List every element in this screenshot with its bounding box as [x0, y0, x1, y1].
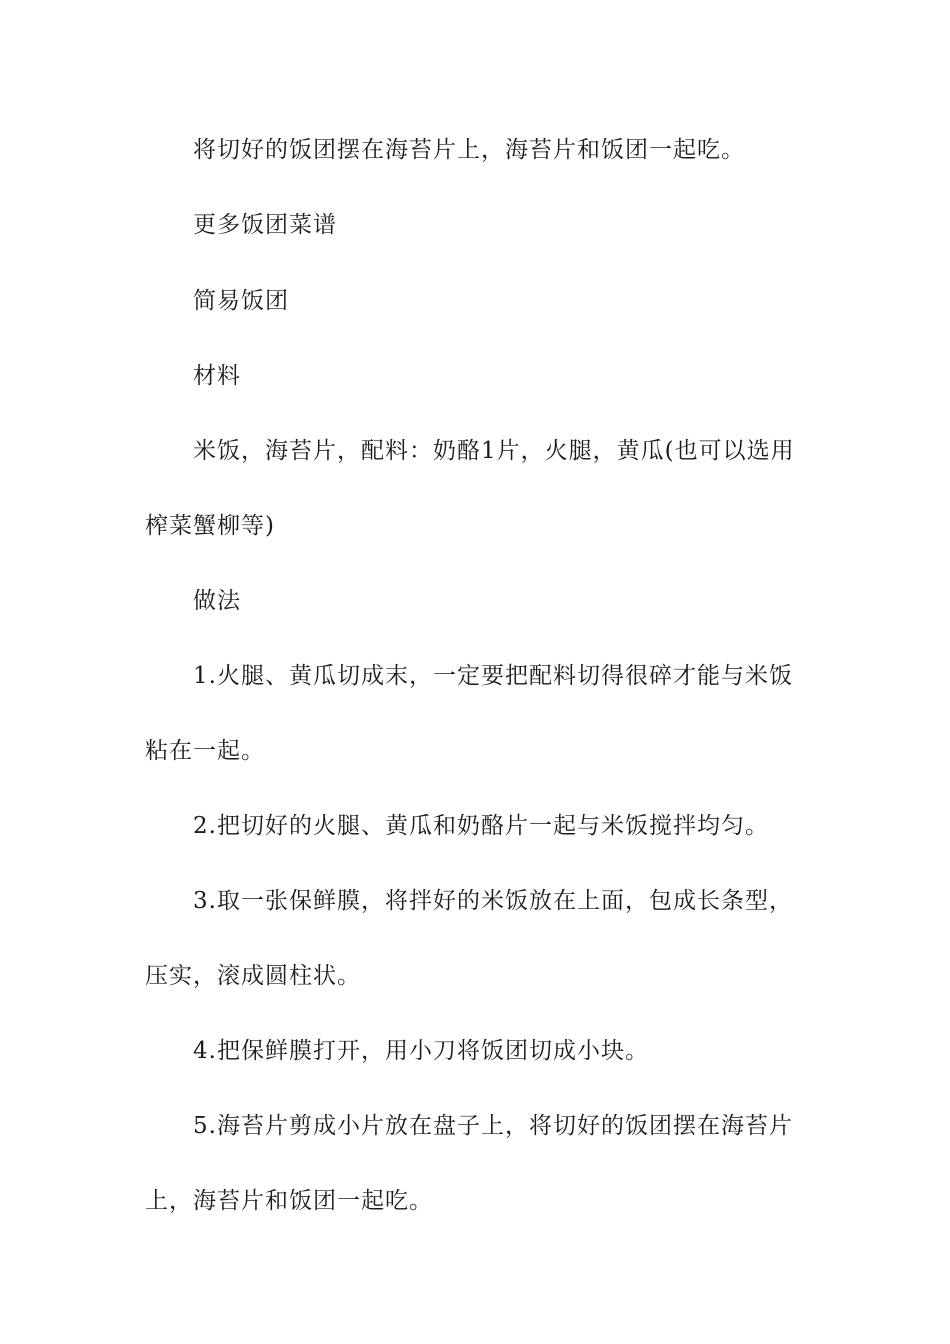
- ingredients-line-1: 米饭，海苔片，配料：奶酪1片，火腿，黄瓜(也可以选用: [193, 438, 795, 464]
- step-2: 2.把切好的火腿、黄瓜和奶酪片一起与米饭搅拌均匀。: [193, 813, 769, 839]
- ingredients-heading: 材料: [193, 363, 241, 389]
- step-5-line-1: 5.海苔片剪成小片放在盘子上，将切好的饭团摆在海苔片: [193, 1113, 793, 1139]
- step-5-line-2: 上，海苔片和饭团一起吃。: [145, 1188, 433, 1214]
- step-3-line-2: 压实，滚成圆柱状。: [145, 963, 361, 989]
- ingredients-line-2: 榨菜蟹柳等): [145, 513, 275, 539]
- step-4: 4.把保鲜膜打开，用小刀将饭团切成小块。: [193, 1038, 649, 1064]
- step-3-line-1: 3.取一张保鲜膜，将拌好的米饭放在上面，包成长条型，: [193, 888, 793, 914]
- method-heading: 做法: [193, 588, 241, 614]
- recipe-title: 简易饭团: [193, 288, 289, 314]
- section-heading-more-recipes: 更多饭团菜谱: [193, 212, 337, 238]
- paragraph-intro-end: 将切好的饭团摆在海苔片上，海苔片和饭团一起吃。: [193, 137, 745, 163]
- step-1-line-2: 粘在一起。: [145, 738, 265, 764]
- step-1-line-1: 1.火腿、黄瓜切成末，一定要把配料切得很碎才能与米饭: [193, 663, 793, 689]
